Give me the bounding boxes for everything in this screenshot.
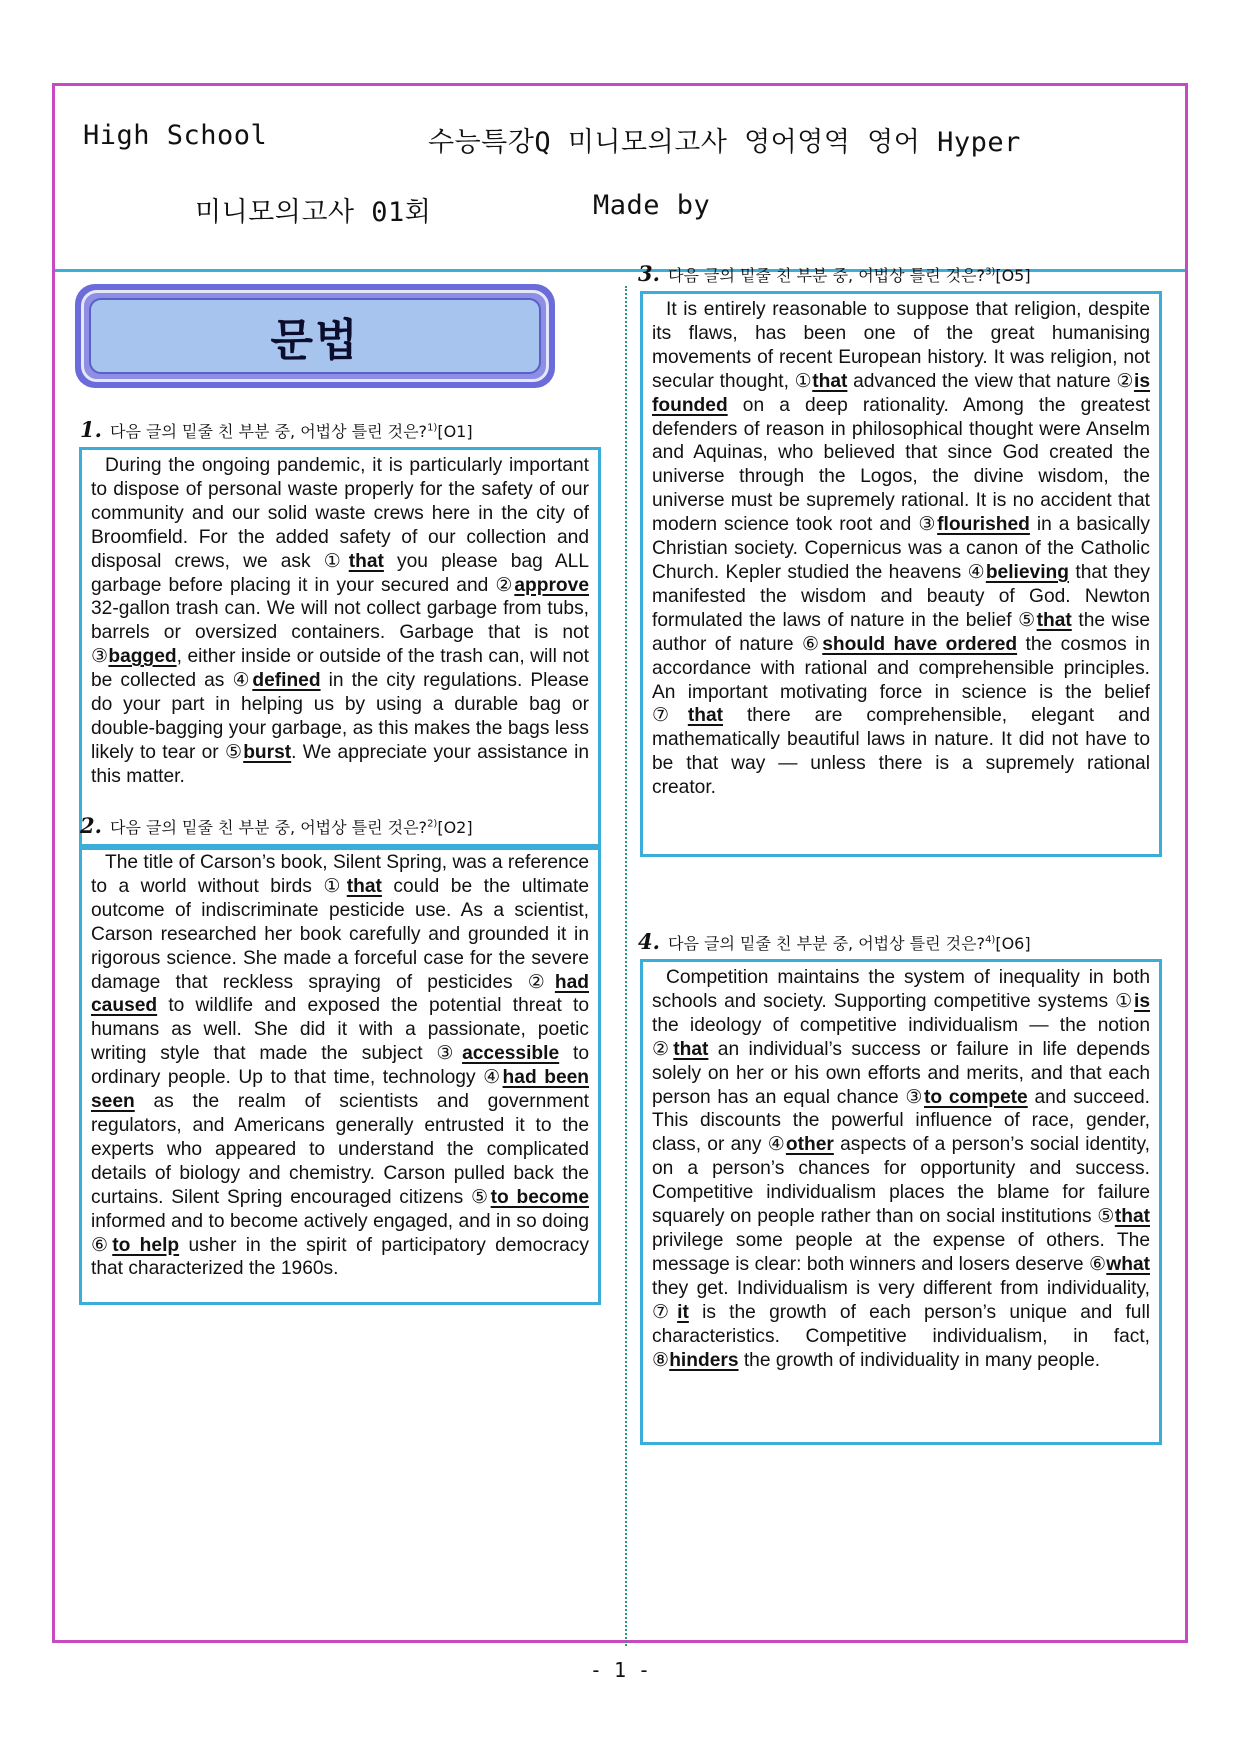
option-word: bagged bbox=[108, 646, 177, 668]
passage-text: an individual’s success or failure in life depends solely on her or his own efforts and merits, and that each person has an equal chance bbox=[652, 1038, 1150, 1108]
q4-passage bbox=[652, 966, 1150, 1372]
passage-text: Competition maintains the system of inequality in both schools and society. Supporting competitive systems bbox=[652, 967, 1150, 1012]
option-number: ④ bbox=[483, 1067, 503, 1089]
q1-footnote: 1) bbox=[427, 422, 438, 434]
option-number: ② bbox=[527, 971, 555, 993]
underlined-option bbox=[652, 705, 723, 726]
option-word: to help bbox=[112, 1234, 180, 1256]
option-word: other bbox=[785, 1134, 834, 1156]
option-number: ⑦ bbox=[652, 705, 688, 727]
option-number: ④ bbox=[967, 561, 986, 583]
option-number: ⑤ bbox=[471, 1186, 491, 1208]
passage-text: on a deep rationality. Among the greatest defenders of reason in philosophical thought were Anselm and Aquinas, who believed that since God created the universe through the Logos, the divine wisdom, the universe must be supremely rational. It is no accident that modern science took root and bbox=[652, 394, 1150, 536]
passage-text: informed and to become actively engaged, and in so doing bbox=[91, 1210, 589, 1232]
passage-text: there are comprehensible, elegant and mathematically beautiful laws in nature. It did not have to be that way — unless there is a supremely rational creator. bbox=[652, 705, 1150, 799]
underlined-option bbox=[1018, 610, 1072, 631]
option-number: ⑤ bbox=[225, 741, 244, 763]
option-number: ③ bbox=[918, 514, 938, 536]
underlined-option bbox=[232, 670, 320, 691]
passage-text: to wildlife and exposed the potential threat to humans as well. She did it with a passionate, poetic writing style that made the subject bbox=[91, 995, 589, 1065]
passage-text: that they manifested the wisdom and beauty of God. Newton formulated the laws of nature in the belief bbox=[652, 561, 1151, 631]
course-title: 수능특강Q 미니모의고사 영어영역 영어 Hyper bbox=[428, 127, 1021, 158]
option-number: ② bbox=[495, 574, 515, 596]
q3-prompt: 다음 글의 밑줄 친 부분 중, 어법상 틀린 것은? bbox=[668, 266, 986, 285]
option-word: that bbox=[687, 705, 723, 727]
underlined-option bbox=[652, 1302, 689, 1323]
option-word: that bbox=[1114, 1206, 1150, 1228]
option-word: to compete bbox=[923, 1086, 1028, 1108]
underlined-option bbox=[495, 575, 589, 596]
passage-text: the growth of individuality in many people. bbox=[738, 1349, 1101, 1371]
passage-text: you please bag ALL garbage before placing it in your secured and bbox=[91, 550, 589, 596]
q1-number: 1. bbox=[80, 417, 102, 442]
q2-footnote: 2) bbox=[427, 818, 438, 830]
q1-passage bbox=[91, 454, 589, 789]
underlined-option bbox=[1089, 1254, 1150, 1275]
option-word: that bbox=[348, 550, 384, 572]
q2-title bbox=[80, 813, 473, 838]
option-word: had been seen bbox=[91, 1067, 590, 1113]
column-divider bbox=[625, 286, 627, 1646]
option-word: that bbox=[346, 875, 382, 897]
page-number: - 1 - bbox=[589, 1658, 651, 1682]
q3-code: [O5] bbox=[995, 266, 1031, 285]
option-word: hinders bbox=[669, 1349, 739, 1371]
q4-passage-box bbox=[640, 959, 1162, 1445]
underlined-option bbox=[968, 562, 1069, 583]
underlined-option bbox=[802, 634, 1017, 655]
option-word: believing bbox=[985, 561, 1069, 583]
q4-prompt: 다음 글의 밑줄 친 부분 중, 어법상 틀린 것은? bbox=[668, 934, 986, 953]
option-word: had caused bbox=[91, 971, 589, 1017]
section-label: 문법 bbox=[270, 315, 360, 366]
option-word: is bbox=[1133, 990, 1150, 1012]
underlined-option bbox=[795, 371, 848, 392]
option-word: that bbox=[1036, 609, 1072, 631]
test-title: 미니모의고사 01회 bbox=[195, 197, 432, 228]
passage-text: could be the ultimate outcome of indiscriminate pesticide use. As a scientist, Carson researched her book carefully and grounded it in rigorous science. She made a forceful case for the severe damage that reckless spraying of pesticides bbox=[91, 875, 589, 993]
underlined-option bbox=[1097, 1206, 1150, 1227]
underlined-option bbox=[323, 876, 382, 897]
q3-number: 3. bbox=[638, 261, 660, 286]
option-word: is founded bbox=[652, 370, 1150, 416]
q2-passage-box bbox=[79, 844, 601, 1305]
option-number: ⑤ bbox=[1097, 1206, 1115, 1228]
option-word: should have ordered bbox=[822, 633, 1018, 655]
option-word: that bbox=[673, 1038, 709, 1060]
underlined-option bbox=[471, 1187, 589, 1208]
option-number: ② bbox=[652, 1038, 674, 1060]
page-frame bbox=[52, 83, 1188, 1643]
underlined-option bbox=[905, 1087, 1027, 1108]
q1-title bbox=[80, 417, 473, 442]
underlined-option bbox=[652, 1350, 739, 1371]
option-number: ④ bbox=[767, 1134, 786, 1156]
option-number: ⑥ bbox=[91, 1234, 113, 1256]
passage-text: and succeed. This discounts the powerful influence of race, gender, class, or any bbox=[652, 1086, 1150, 1156]
passage-text: aspects of a person’s social identity, on a person’s chances for opportunity and success. Competitive individualism places the blame for failure squarely on people rather than on social institutions bbox=[652, 1134, 1150, 1228]
option-word: accessible bbox=[462, 1043, 560, 1065]
underlined-option bbox=[91, 646, 177, 667]
page-header bbox=[55, 86, 1185, 272]
passage-text: is the growth of each person’s unique and full characteristics. Competitive individualism, in fact, bbox=[652, 1301, 1151, 1347]
q2-code: [O2] bbox=[437, 818, 473, 837]
option-number: ⑧ bbox=[652, 1349, 670, 1371]
underlined-option bbox=[1115, 991, 1150, 1012]
q2-passage bbox=[91, 851, 589, 1281]
q3-passage-box bbox=[640, 291, 1162, 857]
q1-prompt: 다음 글의 밑줄 친 부분 중, 어법상 틀린 것은? bbox=[110, 422, 428, 441]
passage-text: the cosmos in accordance with rational and comprehensible principles. An important motivating force in science is the belief bbox=[652, 633, 1150, 703]
underlined-option bbox=[324, 551, 384, 572]
option-number: ③ bbox=[905, 1086, 924, 1108]
q1-passage-box bbox=[79, 447, 601, 850]
option-word: it bbox=[677, 1301, 689, 1323]
option-word: approve bbox=[514, 574, 589, 596]
option-number: ⑥ bbox=[802, 633, 823, 655]
underlined-option bbox=[225, 742, 291, 763]
passage-text: It is entirely reasonable to suppose that religion, despite its flaws, has been one of the great humanising movements of recent European history. It was religion, not secular thought, bbox=[652, 299, 1150, 392]
q4-title bbox=[638, 929, 1031, 954]
option-word: defined bbox=[252, 670, 321, 692]
passage-text: the wise author of nature bbox=[652, 609, 1150, 655]
option-number: ⑦ bbox=[652, 1301, 678, 1323]
passage-text: During the ongoing pandemic, it is particularly important to dispose of personal waste properly for the safety of our community and our solid waste crews here in the city of Broomfield. For the added safety of our collection and disposal crews, we ask bbox=[91, 455, 589, 572]
option-number: ② bbox=[1116, 370, 1134, 392]
q2-prompt: 다음 글의 밑줄 친 부분 중, 어법상 틀린 것은? bbox=[110, 818, 428, 837]
passage-text: to ordinary people. Up to that time, technology bbox=[91, 1043, 589, 1089]
passage-text: in a basically Christian society. Copernicus was a canon of the Catholic Church. Kepler studied the heavens bbox=[652, 514, 1150, 583]
option-word: that bbox=[812, 370, 848, 392]
passage-text: advanced the view that nature bbox=[847, 370, 1117, 392]
q3-passage bbox=[652, 298, 1150, 800]
underlined-option bbox=[436, 1043, 559, 1064]
q4-footnote: 4) bbox=[985, 934, 996, 946]
passage-text: . We appreciate your assistance in this matter. bbox=[91, 741, 589, 787]
option-number: ① bbox=[323, 550, 349, 572]
option-number: ⑤ bbox=[1018, 609, 1037, 631]
option-word: to become bbox=[490, 1186, 590, 1208]
passage-text: privilege some people at the expense of others. The message is clear: both winners and losers deserve bbox=[652, 1229, 1150, 1275]
passage-text: the ideology of competitive individualism — the notion bbox=[652, 1014, 1150, 1036]
q3-footnote: 3) bbox=[985, 266, 996, 278]
option-word: what bbox=[1106, 1253, 1151, 1275]
option-word: flourished bbox=[937, 514, 1030, 536]
option-number: ① bbox=[794, 370, 813, 392]
q2-number: 2. bbox=[80, 813, 102, 838]
passage-text: 32-gallon trash can. We will not collect garbage from tubs, barrels or oversized containers. Garbage that is not bbox=[91, 598, 589, 644]
option-number: ③ bbox=[91, 646, 109, 668]
q4-number: 4. bbox=[638, 929, 660, 954]
underlined-option bbox=[768, 1134, 834, 1155]
passage-text: usher in the spirit of participatory democracy that characterized the 1960s. bbox=[91, 1234, 589, 1280]
passage-text: they get. Individualism is very different from individuality, bbox=[652, 1277, 1150, 1299]
underlined-option bbox=[91, 1235, 179, 1256]
q4-code: [O6] bbox=[995, 934, 1031, 953]
made-by-label: Made by bbox=[593, 190, 711, 221]
passage-text: , either inside or outside of the trash can, will not be collected as bbox=[91, 646, 590, 692]
option-number: ⑥ bbox=[1088, 1253, 1107, 1275]
passage-text: in the city regulations. Please do your part in helping us by using a durable bag or double-bagging your garbage, as this makes the bags less likely to tear or bbox=[91, 670, 589, 763]
underlined-option bbox=[918, 514, 1030, 535]
section-banner bbox=[75, 284, 555, 388]
q1-code: [O1] bbox=[437, 422, 473, 441]
option-number: ① bbox=[323, 875, 347, 897]
underlined-option bbox=[652, 1039, 708, 1060]
q3-title bbox=[638, 261, 1031, 286]
passage-text: as the realm of scientists and government regulators, and Americans generally entrusted it to the experts who appeared to understand the complicated details of biology and chemistry. Carson pulled back the curtains. Silent Spring encouraged citizens bbox=[91, 1091, 589, 1208]
option-word: burst bbox=[243, 741, 292, 763]
option-number: ④ bbox=[232, 670, 253, 692]
passage-text: The title of Carson’s book, Silent Spring, was a reference to a world without birds bbox=[91, 852, 589, 897]
option-number: ③ bbox=[436, 1043, 463, 1065]
option-number: ① bbox=[1115, 990, 1134, 1012]
school-label: High School bbox=[83, 120, 268, 151]
